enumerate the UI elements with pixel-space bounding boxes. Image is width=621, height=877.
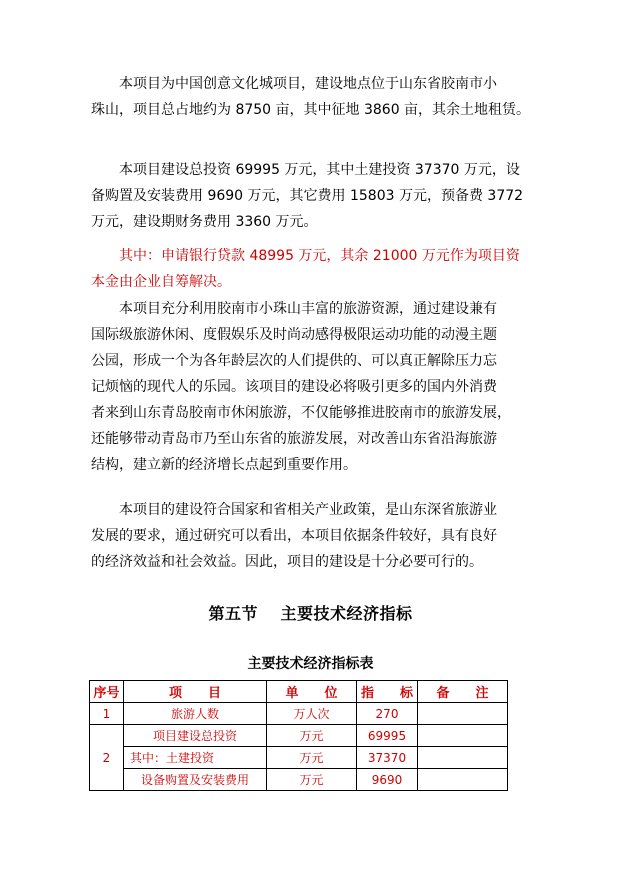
text-line: 备购置及安装费用 9690 万元，其它费用 15803 万元，预备费 3772 bbox=[91, 188, 524, 204]
cell-unit: 万元 bbox=[267, 769, 357, 791]
text-line: 结构，建立新的经济增长点起到重要作用。 bbox=[91, 457, 357, 473]
cell-no: 1 bbox=[90, 703, 124, 725]
table-title: 主要技术经济指标表 bbox=[247, 656, 374, 672]
cell-item: 项目建设总投资 bbox=[124, 725, 267, 747]
table-row bbox=[90, 769, 508, 791]
text-line: 珠山，项目总占地约为 8750 亩，其中征地 3860 亩，其余土地租赁。 bbox=[91, 102, 531, 118]
paragraph-financing bbox=[91, 243, 531, 295]
header-value: 指 标 bbox=[357, 681, 418, 703]
header-item: 项 目 bbox=[124, 681, 267, 703]
text-line: 的经济效益和社会效益。因此，项目的建设是十分必要可行的。 bbox=[91, 554, 483, 570]
cell-item: 设备购置及安装费用 bbox=[124, 769, 267, 791]
cell-note bbox=[418, 769, 508, 791]
text-line: 还能够带动青岛市乃至山东省的旅游发展，对改善山东省沿海旅游 bbox=[91, 431, 497, 447]
text-line: 万元，建设期财务费用 3360 万元。 bbox=[91, 214, 318, 230]
table-header-row bbox=[90, 681, 508, 703]
text-line: 者来到山东青岛胶南市休闲旅游，不仅能够推进胶南市的旅游发展， bbox=[91, 405, 511, 421]
cell-no: 2 bbox=[90, 725, 124, 791]
paragraph-project-intro bbox=[91, 71, 531, 123]
indicator-table bbox=[89, 680, 508, 791]
paragraph-investment bbox=[91, 157, 531, 235]
cell-unit: 万元 bbox=[267, 747, 357, 769]
cell-note bbox=[418, 747, 508, 769]
cell-note bbox=[418, 703, 508, 725]
text-line: 国际级旅游休闲、度假娱乐及时尚动感得极限运动功能的动漫主题 bbox=[91, 327, 497, 343]
cell-note bbox=[418, 725, 508, 747]
text-line: 本项目充分利用胶南市小珠山丰富的旅游资源，通过建设兼有 bbox=[91, 301, 497, 317]
cell-unit: 万人次 bbox=[267, 703, 357, 725]
text-line: 公园，形成一个为各年龄层次的人们提供的、可以真正解除压力忘 bbox=[91, 353, 497, 369]
header-note: 备 注 bbox=[418, 681, 508, 703]
table-row bbox=[90, 725, 508, 747]
cell-item: 旅游人数 bbox=[124, 703, 267, 725]
paragraph-tourism-benefits bbox=[91, 296, 531, 478]
cell-item: 其中：土建投资 bbox=[124, 747, 267, 769]
header-unit: 单 位 bbox=[267, 681, 357, 703]
text-line: 本项目的建设符合国家和省相关产业政策，是山东深省旅游业 bbox=[91, 502, 497, 518]
header-no: 序号 bbox=[90, 681, 124, 703]
text-line: 发展的要求，通过研究可以看出，本项目依据条件较好，具有良好 bbox=[91, 528, 497, 544]
text-line: 其中：申请银行贷款 48995 万元，其余 21000 万元作为项目资 bbox=[91, 248, 520, 264]
table-row bbox=[90, 747, 508, 769]
section-title: 第五节 主要技术经济指标 bbox=[208, 604, 413, 623]
cell-value: 270 bbox=[357, 703, 418, 725]
cell-unit: 万元 bbox=[267, 725, 357, 747]
cell-value: 69995 bbox=[357, 725, 418, 747]
text-line: 本金由企业自筹解决。 bbox=[91, 274, 231, 290]
cell-value: 9690 bbox=[357, 769, 418, 791]
text-line: 本项目建设总投资 69995 万元，其中土建投资 37370 万元，设 bbox=[91, 162, 520, 178]
cell-value: 37370 bbox=[357, 747, 418, 769]
text-line: 记烦恼的现代人的乐园。该项目的建设必将吸引更多的国内外消费 bbox=[91, 379, 497, 395]
paragraph-conclusion bbox=[91, 497, 531, 575]
text-line: 本项目为中国创意文化城项目，建设地点位于山东省胶南市小 bbox=[91, 76, 497, 92]
table-row bbox=[90, 703, 508, 725]
